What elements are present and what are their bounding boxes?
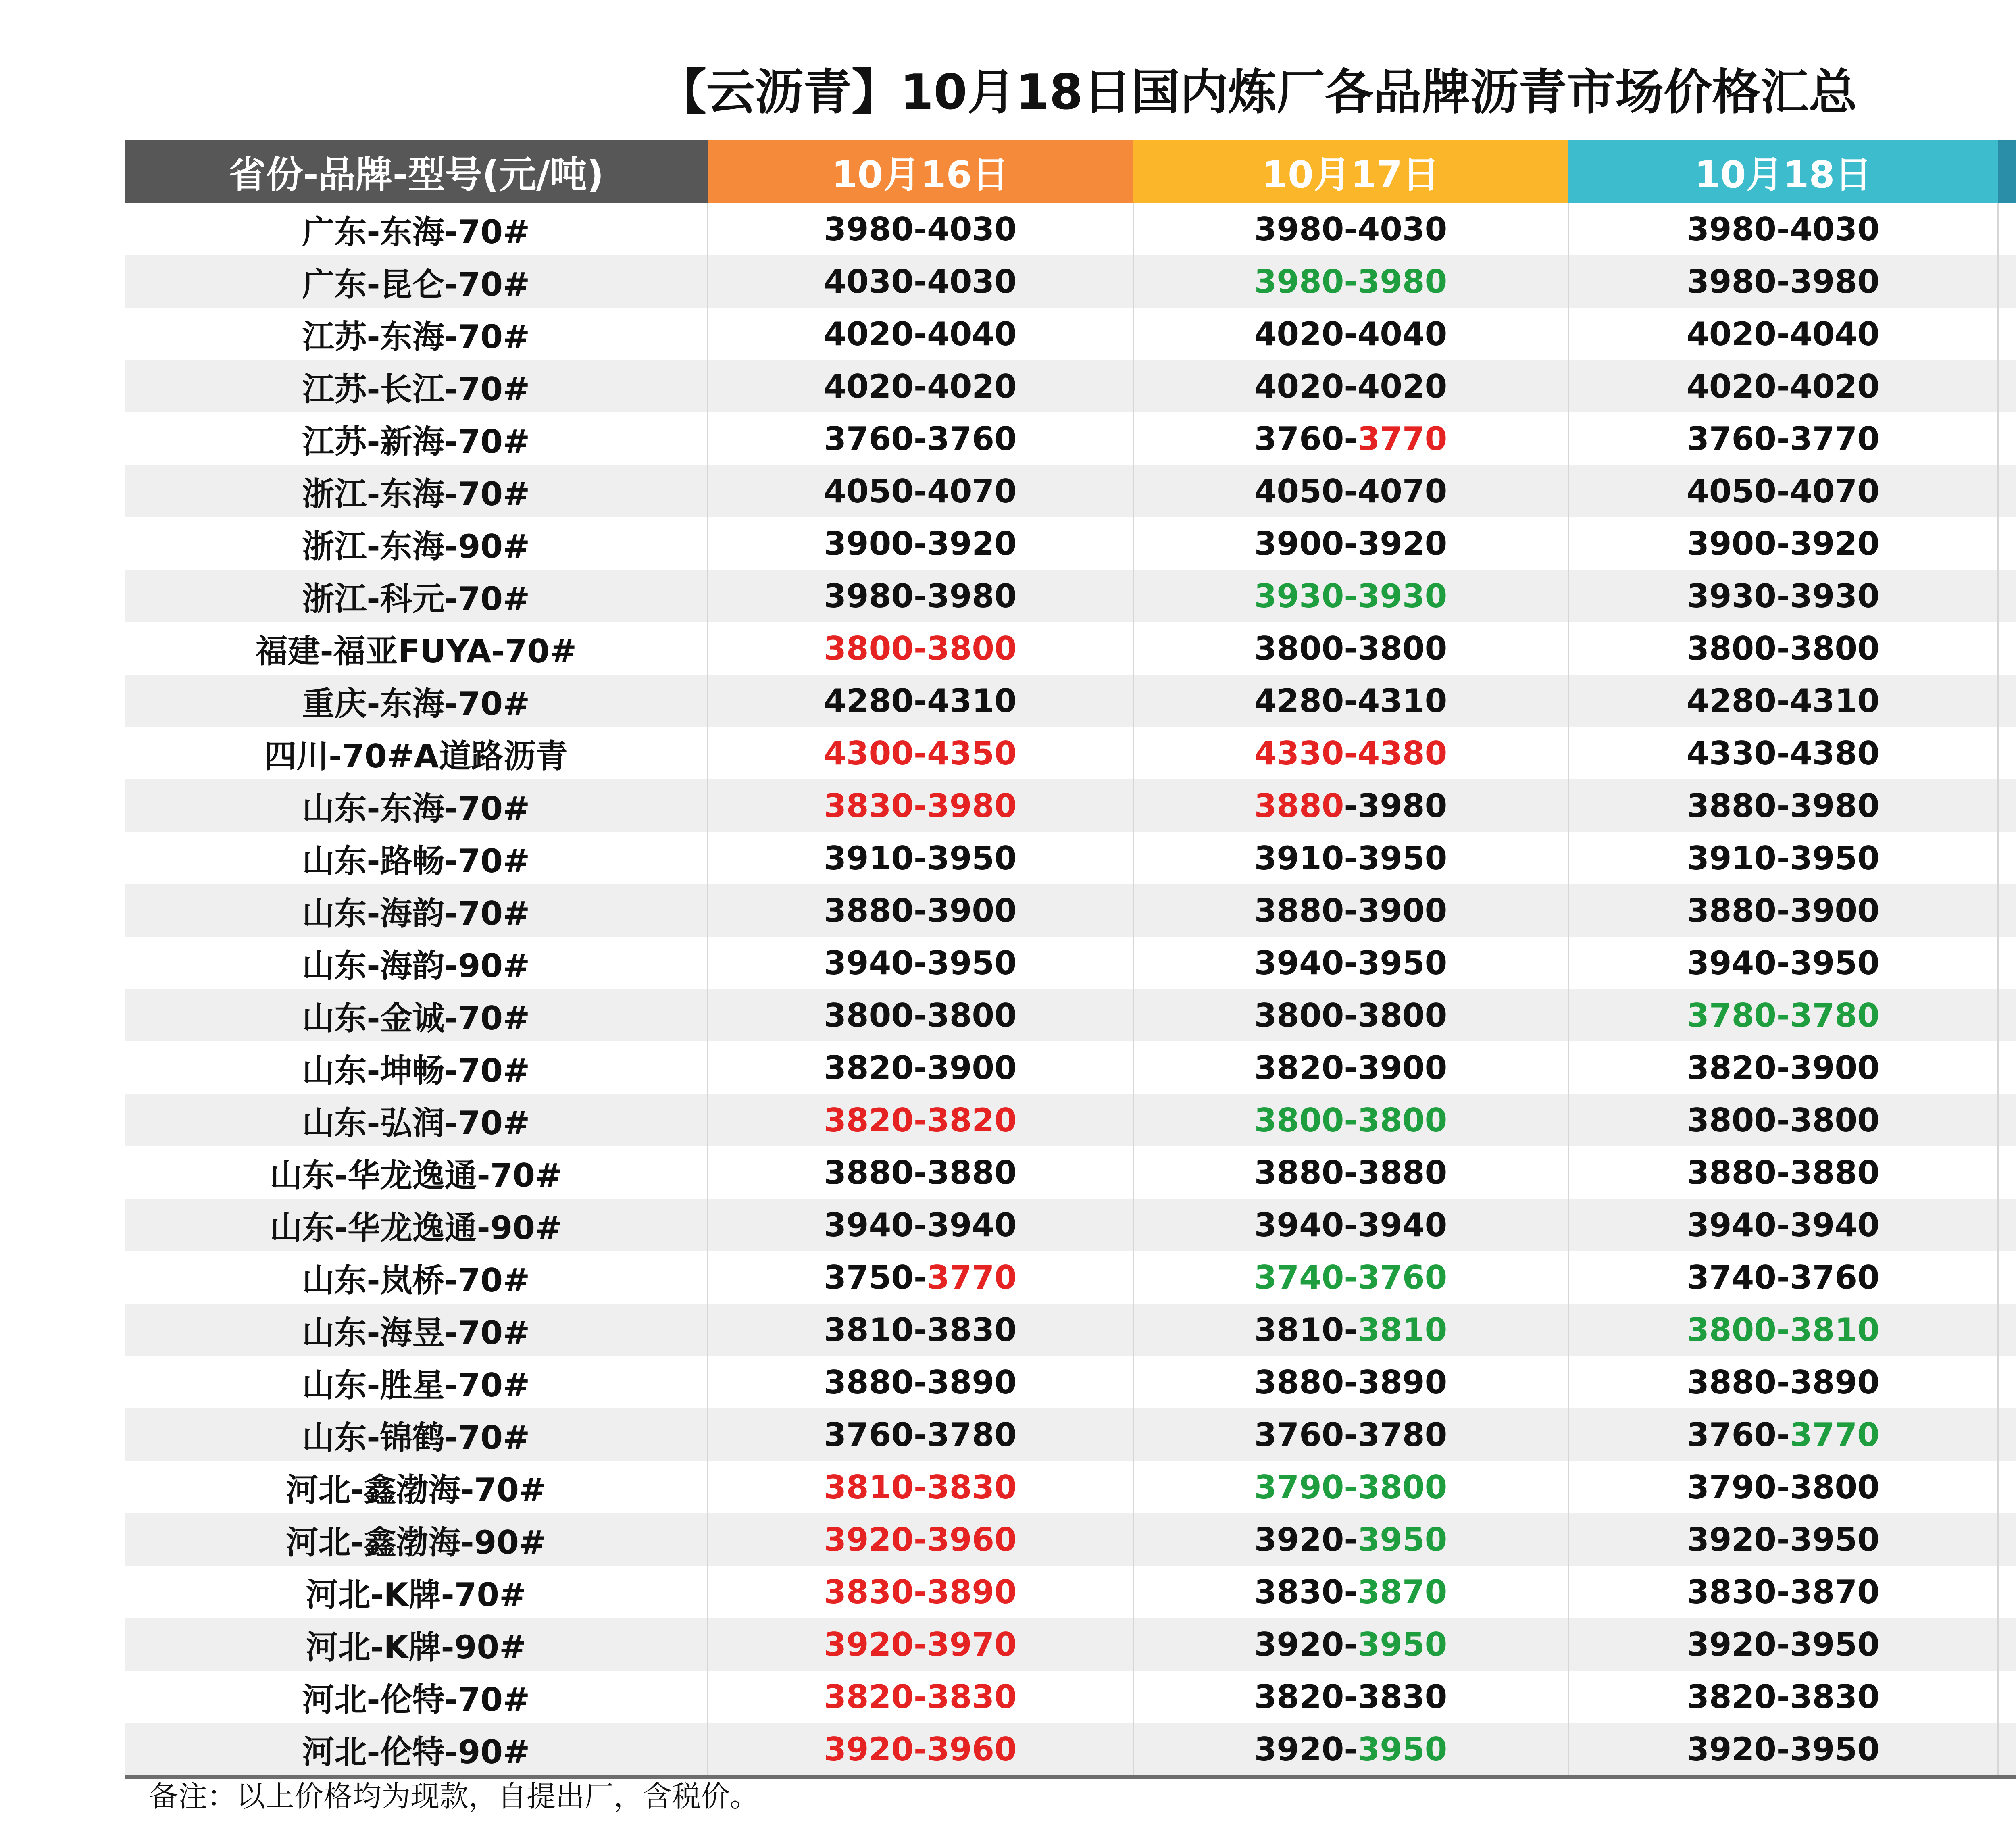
price-oct17 (1133, 1671, 1568, 1723)
price-oct16 (708, 989, 1133, 1041)
price-change (1998, 1094, 2016, 1146)
price-oct17 (1133, 517, 1568, 570)
table-row (125, 1408, 2016, 1461)
value-segment: 4050-4070 (1254, 472, 1447, 510)
price-oct16 (708, 1041, 1133, 1094)
price-change (1998, 1146, 2016, 1199)
price-oct18 (1568, 1461, 1998, 1513)
value-segment: 4300-4350 (824, 734, 1017, 772)
brand-name: 福建-福亚FUYA-70# (125, 622, 708, 675)
brand-name: 山东-坤畅-70# (125, 1041, 708, 1094)
value-segment: 3780-3780 (1687, 996, 1880, 1034)
value-segment: 3830-3890 (824, 1573, 1017, 1611)
price-oct18 (1568, 622, 1998, 675)
value-segment: 3910-3950 (1254, 839, 1447, 877)
price-oct16 (708, 884, 1133, 937)
table-row (125, 203, 2016, 255)
table-row (125, 412, 2016, 465)
price-oct18 (1568, 1408, 1998, 1461)
price-oct17 (1133, 255, 1568, 308)
price-oct16 (708, 1146, 1133, 1199)
price-oct17 (1133, 360, 1568, 412)
price-change (1998, 989, 2016, 1041)
value-segment: 3800-3800 (824, 629, 1017, 667)
price-oct16 (708, 1566, 1133, 1618)
brand-name: 山东-金诚-70# (125, 989, 708, 1041)
price-change (1998, 360, 2016, 412)
price-oct18 (1568, 1618, 1998, 1671)
value-segment: 3820-3830 (824, 1678, 1017, 1716)
price-oct17 (1133, 1408, 1568, 1461)
price-oct17 (1133, 727, 1568, 779)
value-segment: 3740-3760 (1687, 1258, 1880, 1296)
value-segment: 3810-3830 (824, 1311, 1017, 1349)
value-segment: -3980 (1344, 787, 1447, 825)
price-change (1998, 570, 2016, 622)
value-segment: 3880-3880 (1687, 1154, 1880, 1191)
value-segment: 4020-4020 (824, 367, 1017, 405)
price-oct18 (1568, 1199, 1998, 1251)
value-segment: 3800-3800 (1687, 629, 1880, 667)
price-oct16 (708, 1199, 1133, 1251)
price-oct18 (1568, 1356, 1998, 1408)
value-segment: 4330-4380 (1687, 734, 1880, 772)
header-oct16: 10月16日 (708, 140, 1133, 203)
table-row (125, 1671, 2016, 1723)
value-segment: 3790-3800 (1254, 1468, 1447, 1506)
value-segment: 3880 (1254, 787, 1344, 825)
price-oct16 (708, 1251, 1133, 1304)
price-change (1998, 255, 2016, 308)
value-segment: 3950 (1357, 1521, 1447, 1558)
brand-name: 山东-东海-70# (125, 779, 708, 832)
price-oct17 (1133, 1356, 1568, 1408)
table-row (125, 570, 2016, 622)
price-change (1998, 1041, 2016, 1094)
price-oct17 (1133, 832, 1568, 884)
price-oct17 (1133, 622, 1568, 675)
header-change (1998, 140, 2016, 203)
brand-name: 山东-路畅-70# (125, 832, 708, 884)
value-segment: 3920- (1254, 1625, 1358, 1663)
value-segment: 3790-3800 (1687, 1468, 1880, 1506)
value-segment: 3980-3980 (1687, 262, 1880, 300)
brand-name: 山东-胜星-70# (125, 1356, 708, 1408)
header-oct18: 10月18日 (1568, 140, 1998, 203)
price-oct16 (708, 517, 1133, 570)
brand-name: 山东-海韵-90# (125, 937, 708, 989)
brand-name: 浙江-东海-70# (125, 465, 708, 517)
brand-name: 河北-K牌-90# (125, 1618, 708, 1671)
price-oct17 (1133, 570, 1568, 622)
value-segment: 3800-3800 (1254, 1101, 1447, 1139)
value-segment: 3920-3960 (824, 1521, 1017, 1558)
price-oct16 (708, 727, 1133, 779)
price-oct16 (708, 360, 1133, 412)
table-row (125, 465, 2016, 517)
brand-name: 河北-鑫渤海-90# (125, 1513, 708, 1566)
value-segment: 3810- (1254, 1311, 1358, 1349)
price-oct18 (1568, 675, 1998, 727)
price-oct18 (1568, 989, 1998, 1041)
value-segment: 3900-3920 (824, 525, 1017, 562)
table-row (125, 1094, 2016, 1146)
table-row (125, 308, 2016, 360)
value-segment: 3800-3800 (1254, 629, 1447, 667)
brand-name: 山东-海韵-70# (125, 884, 708, 937)
price-oct16 (708, 937, 1133, 989)
price-oct17 (1133, 1513, 1568, 1566)
table-row (125, 517, 2016, 570)
value-segment: 3800-3800 (1254, 996, 1447, 1034)
price-change (1998, 779, 2016, 832)
price-oct16 (708, 203, 1133, 255)
value-segment: 3900-3920 (1687, 525, 1880, 562)
value-segment: 3800-3810 (1687, 1311, 1880, 1349)
table-row (125, 1513, 2016, 1566)
value-segment: 3740-3760 (1254, 1258, 1447, 1296)
brand-name: 江苏-新海-70# (125, 412, 708, 465)
price-change (1998, 1566, 2016, 1618)
price-oct16 (708, 1671, 1133, 1723)
brand-name: 广东-东海-70# (125, 203, 708, 255)
value-segment: 3900-3920 (1254, 525, 1447, 562)
value-segment: 3880-3900 (1254, 892, 1447, 929)
price-change (1998, 1671, 2016, 1723)
price-oct16 (708, 1408, 1133, 1461)
brand-name: 广东-昆仑-70# (125, 255, 708, 308)
price-oct17 (1133, 1094, 1568, 1146)
price-oct18 (1568, 832, 1998, 884)
brand-name: 河北-伦特-90# (125, 1723, 708, 1777)
price-oct16 (708, 1304, 1133, 1356)
price-oct17 (1133, 675, 1568, 727)
value-segment: 3920-3950 (1687, 1521, 1880, 1558)
price-oct17 (1133, 308, 1568, 360)
brand-name: 江苏-长江-70# (125, 360, 708, 412)
price-change (1998, 727, 2016, 779)
price-oct18 (1568, 360, 1998, 412)
header-brand: 省份-品牌-型号(元/吨) (125, 140, 708, 203)
value-segment: 3880-3890 (824, 1363, 1017, 1401)
brand-name: 河北-伦特-70# (125, 1671, 708, 1723)
price-oct16 (708, 255, 1133, 308)
value-segment: 3910-3950 (1687, 839, 1880, 877)
table-row (125, 1356, 2016, 1408)
price-oct17 (1133, 465, 1568, 517)
price-oct18 (1568, 1513, 1998, 1566)
brand-name: 浙江-科元-70# (125, 570, 708, 622)
value-segment: 3820-3820 (824, 1101, 1017, 1139)
value-segment: 3980-4030 (824, 210, 1017, 248)
price-change (1998, 622, 2016, 675)
table-header-row (125, 140, 2016, 203)
price-oct18 (1568, 255, 1998, 308)
price-change (1998, 465, 2016, 517)
table-row (125, 884, 2016, 937)
table-row (125, 1251, 2016, 1304)
value-segment: 4020-4020 (1254, 367, 1447, 405)
price-oct18 (1568, 412, 1998, 465)
value-segment: 3760-3780 (1254, 1416, 1447, 1454)
brand-name: 山东-岚桥-70# (125, 1251, 708, 1304)
price-table (125, 140, 2016, 1779)
brand-name: 山东-弘润-70# (125, 1094, 708, 1146)
value-segment: 3930-3930 (1254, 577, 1447, 615)
value-segment: 3940-3940 (1687, 1206, 1880, 1244)
table-row (125, 1146, 2016, 1199)
price-change (1998, 1618, 2016, 1671)
brand-name: 山东-华龙逸通-90# (125, 1199, 708, 1251)
value-segment: 3950 (1357, 1730, 1447, 1768)
value-segment: 3880-3900 (824, 892, 1017, 929)
table-row (125, 989, 2016, 1041)
price-oct16 (708, 465, 1133, 517)
price-oct17 (1133, 203, 1568, 255)
brand-name: 浙江-东海-90# (125, 517, 708, 570)
price-oct18 (1568, 1304, 1998, 1356)
value-segment: 3980-3980 (824, 577, 1017, 615)
value-segment: 3920- (1254, 1521, 1358, 1558)
table-row (125, 1461, 2016, 1513)
price-oct18 (1568, 1041, 1998, 1094)
value-segment: 3950 (1357, 1625, 1447, 1663)
value-segment: 3920-3950 (1687, 1730, 1880, 1768)
brand-name: 四川-70#A道路沥青 (125, 727, 708, 779)
value-segment: 3760- (1687, 1416, 1790, 1454)
price-change (1998, 203, 2016, 255)
value-segment: 3830-3870 (1687, 1573, 1880, 1611)
price-oct18 (1568, 203, 1998, 255)
value-segment: 4050-4070 (1687, 472, 1880, 510)
price-oct16 (708, 412, 1133, 465)
table-row (125, 937, 2016, 989)
price-oct17 (1133, 989, 1568, 1041)
price-oct18 (1568, 570, 1998, 622)
value-segment: 3880-3880 (1254, 1154, 1447, 1191)
price-oct17 (1133, 1461, 1568, 1513)
value-segment: 3940-3950 (1687, 944, 1880, 982)
value-segment: 3760- (1254, 420, 1358, 458)
price-change (1998, 308, 2016, 360)
table-row (125, 727, 2016, 779)
price-oct17 (1133, 1146, 1568, 1199)
value-segment: 3940-3940 (1254, 1206, 1447, 1244)
price-oct18 (1568, 779, 1998, 832)
value-segment: 3930-3930 (1687, 577, 1880, 615)
value-segment: 3770 (927, 1258, 1017, 1296)
price-oct17 (1133, 884, 1568, 937)
value-segment: 3880-3890 (1254, 1363, 1447, 1401)
price-oct16 (708, 1356, 1133, 1408)
value-segment: 3820-3900 (824, 1049, 1017, 1087)
price-change (1998, 1304, 2016, 1356)
value-segment: 3920-3960 (824, 1730, 1017, 1768)
value-segment: 3920-3970 (824, 1625, 1017, 1663)
value-segment: 3820-3900 (1254, 1049, 1447, 1087)
value-segment: 3750- (824, 1258, 927, 1296)
price-oct17 (1133, 937, 1568, 989)
value-segment: 3880-3890 (1687, 1363, 1880, 1401)
value-segment: 3880-3900 (1687, 892, 1880, 929)
value-segment: 3770 (1357, 420, 1447, 458)
value-segment: 3760-3770 (1687, 420, 1880, 458)
price-oct17 (1133, 1199, 1568, 1251)
price-oct16 (708, 1723, 1133, 1777)
table-row (125, 360, 2016, 412)
table-row (125, 1199, 2016, 1251)
table-row (125, 832, 2016, 884)
table-row (125, 779, 2016, 832)
price-change (1998, 1356, 2016, 1408)
value-segment: 4020-4040 (1254, 315, 1447, 353)
value-segment: 3810-3830 (824, 1468, 1017, 1506)
price-oct17 (1133, 1723, 1568, 1777)
price-change (1998, 832, 2016, 884)
table-row (125, 675, 2016, 727)
brand-name: 江苏-东海-70# (125, 308, 708, 360)
value-segment: 3980-3980 (1254, 262, 1447, 300)
price-oct16 (708, 779, 1133, 832)
table-row (125, 1618, 2016, 1671)
price-oct17 (1133, 1618, 1568, 1671)
price-oct18 (1568, 1094, 1998, 1146)
value-segment: 3880-3880 (824, 1154, 1017, 1191)
price-oct16 (708, 622, 1133, 675)
price-oct16 (708, 1461, 1133, 1513)
value-segment: 3980-4030 (1254, 210, 1447, 248)
value-segment: 3800-3800 (1687, 1101, 1880, 1139)
price-change (1998, 1461, 2016, 1513)
value-segment: 4330-4380 (1254, 734, 1447, 772)
price-change (1998, 412, 2016, 465)
price-change (1998, 675, 2016, 727)
price-oct18 (1568, 308, 1998, 360)
price-change (1998, 1513, 2016, 1566)
table-row (125, 255, 2016, 308)
brand-name: 山东-锦鹤-70# (125, 1408, 708, 1461)
price-oct16 (708, 570, 1133, 622)
brand-name: 山东-海昱-70# (125, 1304, 708, 1356)
value-segment: 3810 (1357, 1311, 1447, 1349)
value-segment: 4050-4070 (824, 472, 1017, 510)
price-oct18 (1568, 1671, 1998, 1723)
price-oct16 (708, 1094, 1133, 1146)
value-segment: 3830- (1254, 1573, 1358, 1611)
value-segment: 3820-3900 (1687, 1049, 1880, 1087)
value-segment: 3940-3950 (1254, 944, 1447, 982)
price-oct18 (1568, 1566, 1998, 1618)
value-segment: 3760-3760 (824, 420, 1017, 458)
value-segment: 4020-4020 (1687, 367, 1880, 405)
footnote: 备注：以上价格均为现款，自提出厂，含税价。 (149, 1779, 759, 1813)
value-segment: 3980-4030 (1687, 210, 1880, 248)
price-change (1998, 1723, 2016, 1777)
price-oct16 (708, 1618, 1133, 1671)
value-segment: 3760-3780 (824, 1416, 1017, 1454)
value-segment: 4020-4040 (824, 315, 1017, 353)
value-segment: 3820-3830 (1687, 1678, 1880, 1716)
value-segment: 4020-4040 (1687, 315, 1880, 353)
value-segment: 3820-3830 (1254, 1678, 1447, 1716)
table-row (125, 1566, 2016, 1618)
value-segment: 4280-4310 (1687, 682, 1880, 720)
price-oct17 (1133, 1304, 1568, 1356)
brand-name: 山东-华龙逸通-70# (125, 1146, 708, 1199)
price-oct18 (1568, 1146, 1998, 1199)
header-oct17: 10月17日 (1133, 140, 1568, 203)
price-oct18 (1568, 517, 1998, 570)
brand-name: 河北-鑫渤海-70# (125, 1461, 708, 1513)
price-oct16 (708, 675, 1133, 727)
price-change (1998, 1199, 2016, 1251)
table-row (125, 1304, 2016, 1356)
value-segment: 3920- (1254, 1730, 1358, 1768)
value-segment: 3910-3950 (824, 839, 1017, 877)
value-segment: 4030-4030 (824, 262, 1017, 300)
table-row (125, 1041, 2016, 1094)
price-oct16 (708, 308, 1133, 360)
value-segment: 4280-4310 (824, 682, 1017, 720)
price-oct17 (1133, 779, 1568, 832)
table-row (125, 622, 2016, 675)
value-segment: 3940-3950 (824, 944, 1017, 982)
price-oct18 (1568, 727, 1998, 779)
brand-name: 重庆-东海-70# (125, 675, 708, 727)
value-segment: 3940-3940 (824, 1206, 1017, 1244)
price-change (1998, 937, 2016, 989)
value-segment: 3830-3980 (824, 787, 1017, 825)
value-segment: 3920-3950 (1687, 1625, 1880, 1663)
price-change (1998, 884, 2016, 937)
price-oct18 (1568, 1251, 1998, 1304)
price-oct18 (1568, 884, 1998, 937)
table-row (125, 1723, 2016, 1777)
value-segment: 3770 (1790, 1416, 1880, 1454)
price-oct17 (1133, 1566, 1568, 1618)
price-change (1998, 517, 2016, 570)
value-segment: 3880-3980 (1687, 787, 1880, 825)
value-segment: 4280-4310 (1254, 682, 1447, 720)
value-segment: 3870 (1357, 1573, 1447, 1611)
price-oct17 (1133, 1251, 1568, 1304)
page-title: 【云沥青】10月18日国内炼厂各品牌沥青市场价格汇总 (658, 65, 1857, 121)
price-oct18 (1568, 937, 1998, 989)
price-oct17 (1133, 412, 1568, 465)
price-change (1998, 1251, 2016, 1304)
price-oct18 (1568, 465, 1998, 517)
price-oct18 (1568, 1723, 1998, 1777)
price-change (1998, 1408, 2016, 1461)
price-oct16 (708, 1513, 1133, 1566)
brand-name: 河北-K牌-70# (125, 1566, 708, 1618)
price-oct16 (708, 832, 1133, 884)
price-table-body (125, 203, 2016, 1777)
price-oct17 (1133, 1041, 1568, 1094)
value-segment: 3800-3800 (824, 996, 1017, 1034)
